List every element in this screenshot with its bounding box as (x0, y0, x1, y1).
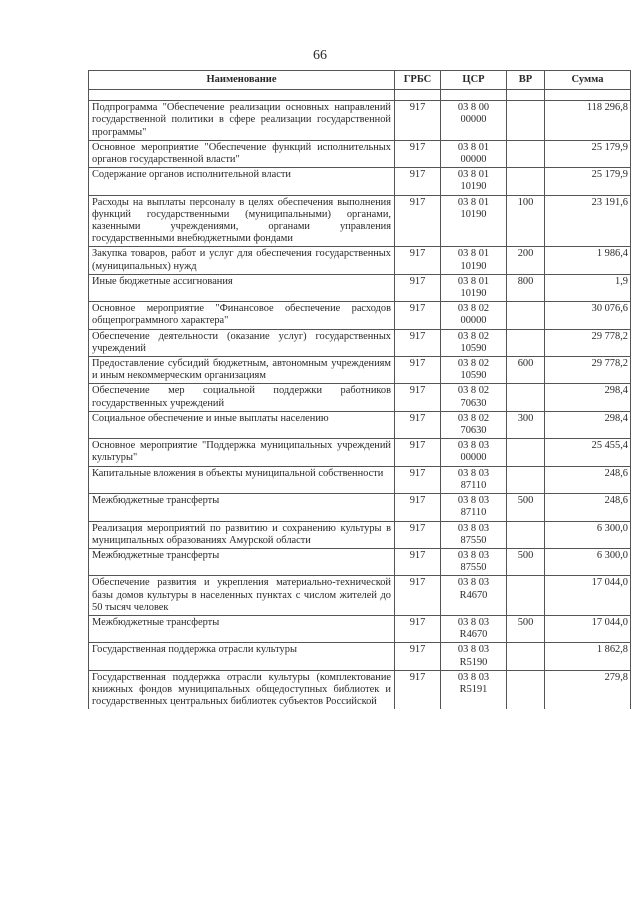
cell-vr: 200 (507, 247, 545, 274)
table-row (89, 548, 631, 575)
table-row (89, 494, 631, 521)
cell-csr: 03 8 01 10190 (441, 274, 507, 301)
cell-name: Основное мероприятие "Обеспечение функций исполнительных органов государственной власти" (89, 140, 395, 167)
cell-sum: 25 179,9 (545, 140, 631, 167)
cell-name: Основное мероприятие "Финансовое обеспечение расходов общепрограммного характера" (89, 302, 395, 329)
cell-name: Обеспечение деятельности (оказание услуг) государственных учреждений (89, 329, 395, 356)
cell-sum: 23 191,6 (545, 195, 631, 247)
cell-sum: 29 778,2 (545, 357, 631, 384)
cell-grbs: 917 (395, 329, 441, 356)
cell-vr: 500 (507, 494, 545, 521)
cell-csr: 03 8 03 87110 (441, 494, 507, 521)
cell-grbs: 917 (395, 101, 441, 141)
table-row (89, 140, 631, 167)
cell-sum: 298,4 (545, 411, 631, 438)
cell-vr (507, 521, 545, 548)
cell-vr (507, 384, 545, 411)
cell-sum: 1 986,4 (545, 247, 631, 274)
cell-csr: 03 8 03 R4670 (441, 576, 507, 616)
cell-grbs: 917 (395, 439, 441, 466)
cell-vr (507, 168, 545, 195)
cell-vr (507, 466, 545, 493)
table-row (89, 411, 631, 438)
cell-sum: 17 044,0 (545, 615, 631, 642)
cell-grbs: 917 (395, 576, 441, 616)
cell-csr: 03 8 01 10190 (441, 195, 507, 247)
cell-name: Иные бюджетные ассигнования (89, 274, 395, 301)
cell-sum: 118 296,8 (545, 101, 631, 141)
cell-sum: 29 778,2 (545, 329, 631, 356)
cell-grbs: 917 (395, 274, 441, 301)
table-row (89, 384, 631, 411)
table-row (89, 195, 631, 247)
cell-vr (507, 302, 545, 329)
cell-sum: 298,4 (545, 384, 631, 411)
cell-vr (507, 439, 545, 466)
cell-csr: 03 8 02 00000 (441, 302, 507, 329)
cell-name: Подпрограмма "Обеспечение реализации основных направлений государственной политики в сфере реализации государственной программы" (89, 101, 395, 141)
table-row (89, 643, 631, 670)
table-row (89, 329, 631, 356)
cell-name: Основное мероприятие "Поддержка муниципальных учреждений культуры" (89, 439, 395, 466)
cell-name: Межбюджетные трансферты (89, 494, 395, 521)
cell-csr: 03 8 03 R5191 (441, 670, 507, 709)
cell-grbs: 917 (395, 615, 441, 642)
cell-csr: 03 8 03 R5190 (441, 643, 507, 670)
table-row (89, 302, 631, 329)
cell-vr (507, 576, 545, 616)
cell-name: Социальное обеспечение и иные выплаты населению (89, 411, 395, 438)
cell-csr: 03 8 02 10590 (441, 329, 507, 356)
cell-vr (507, 643, 545, 670)
cell-vr (507, 670, 545, 709)
cell-grbs: 917 (395, 670, 441, 709)
cell-name: Предоставление субсидий бюджетным, автономным учреждениям и иным некоммерческим организациям (89, 357, 395, 384)
cell-csr: 03 8 01 10190 (441, 247, 507, 274)
cell-csr: 03 8 03 87110 (441, 466, 507, 493)
table-row (89, 247, 631, 274)
table-row (89, 521, 631, 548)
cell-vr: 300 (507, 411, 545, 438)
cell-name: Межбюджетные трансферты (89, 615, 395, 642)
cell-name: Реализация мероприятий по развитию и сохранению культуры в муниципальных образованиях Амурской области (89, 521, 395, 548)
cell-vr: 500 (507, 615, 545, 642)
cell-name: Закупка товаров, работ и услуг для обеспечения государственных (муниципальных) нужд (89, 247, 395, 274)
table-row (89, 670, 631, 709)
cell-vr (507, 329, 545, 356)
cell-grbs: 917 (395, 643, 441, 670)
header-sum: Сумма (545, 71, 631, 90)
cell-csr: 03 8 02 70630 (441, 384, 507, 411)
cell-vr: 800 (507, 274, 545, 301)
cell-grbs: 917 (395, 494, 441, 521)
cell-sum: 279,8 (545, 670, 631, 709)
cell-vr: 100 (507, 195, 545, 247)
cell-csr: 03 8 03 87550 (441, 521, 507, 548)
table-body (89, 101, 631, 710)
cell-csr: 03 8 00 00000 (441, 101, 507, 141)
cell-sum: 6 300,0 (545, 521, 631, 548)
cell-csr: 03 8 01 00000 (441, 140, 507, 167)
header-vr: ВР (507, 71, 545, 90)
table-row (89, 101, 631, 141)
header-spacer-row (89, 90, 631, 101)
cell-name: Капитальные вложения в объекты муниципальной собственности (89, 466, 395, 493)
cell-vr (507, 140, 545, 167)
cell-grbs: 917 (395, 466, 441, 493)
cell-grbs: 917 (395, 521, 441, 548)
cell-name: Межбюджетные трансферты (89, 548, 395, 575)
cell-grbs: 917 (395, 168, 441, 195)
cell-grbs: 917 (395, 548, 441, 575)
cell-name: Расходы на выплаты персоналу в целях обеспечения выполнения функций государственными (муниципальными) органами, казенными учреждениями, органами управления государственными внебюджетными фондами (89, 195, 395, 247)
cell-name: Содержание органов исполнительной власти (89, 168, 395, 195)
cell-vr: 500 (507, 548, 545, 575)
cell-grbs: 917 (395, 140, 441, 167)
cell-sum: 248,6 (545, 466, 631, 493)
header-csr: ЦСР (441, 71, 507, 90)
cell-csr: 03 8 02 70630 (441, 411, 507, 438)
table-row (89, 168, 631, 195)
page-number: 66 (313, 48, 327, 63)
cell-csr: 03 8 02 10590 (441, 357, 507, 384)
cell-sum: 248,6 (545, 494, 631, 521)
cell-grbs: 917 (395, 357, 441, 384)
cell-grbs: 917 (395, 247, 441, 274)
table-row (89, 274, 631, 301)
cell-grbs: 917 (395, 384, 441, 411)
cell-sum: 30 076,6 (545, 302, 631, 329)
cell-csr: 03 8 03 00000 (441, 439, 507, 466)
cell-sum: 6 300,0 (545, 548, 631, 575)
cell-csr: 03 8 03 R4670 (441, 615, 507, 642)
cell-vr (507, 101, 545, 141)
table-row (89, 357, 631, 384)
table-row (89, 576, 631, 616)
cell-grbs: 917 (395, 302, 441, 329)
cell-name: Государственная поддержка отрасли культуры (89, 643, 395, 670)
cell-sum: 25 455,4 (545, 439, 631, 466)
cell-name: Обеспечение развития и укрепления материально-технической базы домов культуры в населенных пунктах с числом жителей до 50 тысяч человек (89, 576, 395, 616)
header-grbs: ГРБС (395, 71, 441, 90)
cell-name: Обеспечение мер социальной поддержки работников государственных учреждений (89, 384, 395, 411)
cell-grbs: 917 (395, 195, 441, 247)
table-row (89, 466, 631, 493)
table-header-row (89, 71, 631, 90)
table-row (89, 439, 631, 466)
cell-sum: 17 044,0 (545, 576, 631, 616)
cell-grbs: 917 (395, 411, 441, 438)
header-name: Наименование (89, 71, 395, 90)
cell-vr: 600 (507, 357, 545, 384)
table-row (89, 615, 631, 642)
cell-sum: 1,9 (545, 274, 631, 301)
budget-table (88, 70, 631, 709)
cell-csr: 03 8 03 87550 (441, 548, 507, 575)
cell-name: Государственная поддержка отрасли культуры (комплектование книжных фондов муниципальных общедоступных библиотек и государственных центральных библиотек субъектов Российской (89, 670, 395, 709)
cell-sum: 25 179,9 (545, 168, 631, 195)
cell-sum: 1 862,8 (545, 643, 631, 670)
cell-csr: 03 8 01 10190 (441, 168, 507, 195)
